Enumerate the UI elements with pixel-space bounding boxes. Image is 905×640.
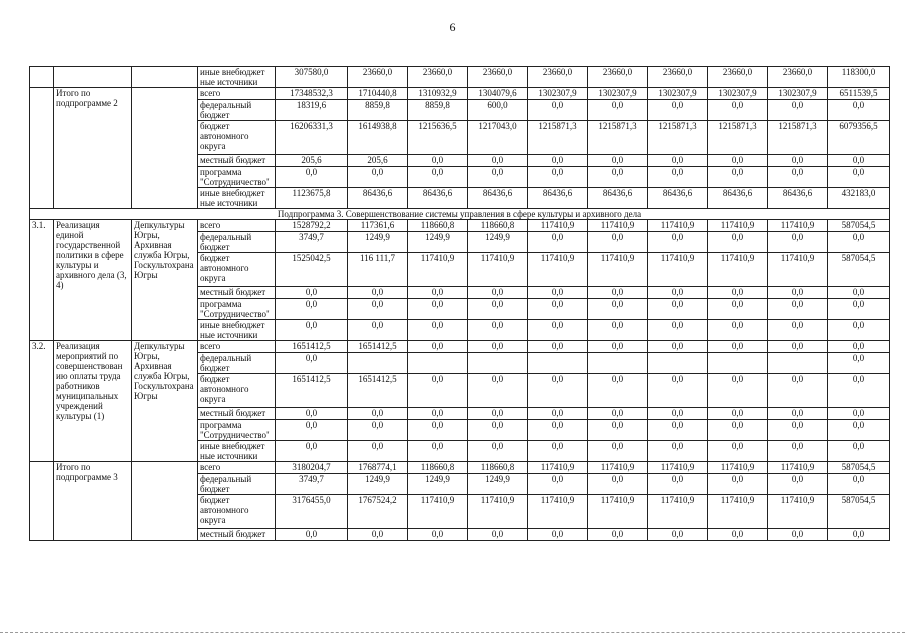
measure-name-cell: Реализация единой государственной политики в сфере культуры и архивного дела (3, 4) xyxy=(54,220,132,341)
amount-cell: 0,0 xyxy=(708,420,768,441)
amount-cell: 1302307,9 xyxy=(528,88,588,100)
amount-cell: 0,0 xyxy=(648,529,708,541)
funding-source-cell: иные внебюджет ные источники xyxy=(198,188,276,209)
amount-cell: 8859,8 xyxy=(348,100,408,121)
amount-cell: 0,0 xyxy=(528,374,588,408)
amount-cell: 0,0 xyxy=(828,341,890,353)
amount-cell: 0,0 xyxy=(276,287,348,299)
amount-cell: 0,0 xyxy=(708,529,768,541)
amount-cell: 0,0 xyxy=(588,299,648,320)
amount-cell: 117410,9 xyxy=(408,253,468,287)
amount-cell: 0,0 xyxy=(768,155,828,167)
funding-source-cell: федеральный бюджет xyxy=(198,474,276,495)
amount-cell: 0,0 xyxy=(648,299,708,320)
amount-cell: 118660,8 xyxy=(468,462,528,474)
amount-cell: 1651412,5 xyxy=(276,374,348,408)
amount-cell: 23660,0 xyxy=(468,67,528,88)
funding-source-cell: федеральный бюджет xyxy=(198,100,276,121)
table-row xyxy=(30,88,890,100)
amount-cell: 0,0 xyxy=(276,441,348,462)
amount-cell: 3176455,0 xyxy=(276,495,348,529)
amount-cell: 0,0 xyxy=(768,374,828,408)
amount-cell: 0,0 xyxy=(648,408,708,420)
funding-source-cell: бюджет автономного округа xyxy=(198,121,276,155)
amount-cell: 6079356,5 xyxy=(828,121,890,155)
amount-cell: 0,0 xyxy=(588,529,648,541)
amount-cell: 1651412,5 xyxy=(276,341,348,353)
amount-cell: 1310932,9 xyxy=(408,88,468,100)
funding-source-cell: федеральный бюджет xyxy=(198,232,276,253)
funding-source-cell: иные внебюджет ные источники xyxy=(198,320,276,341)
amount-cell: 0,0 xyxy=(528,155,588,167)
amount-cell: 0,0 xyxy=(768,320,828,341)
amount-cell: 1215871,3 xyxy=(648,121,708,155)
amount-cell: 0,0 xyxy=(828,529,890,541)
amount-cell: 0,0 xyxy=(648,474,708,495)
amount-cell: 1249,9 xyxy=(468,474,528,495)
amount-cell: 0,0 xyxy=(348,420,408,441)
amount-cell: 0,0 xyxy=(468,529,528,541)
amount-cell: 0,0 xyxy=(588,341,648,353)
amount-cell: 23660,0 xyxy=(768,67,828,88)
amount-cell: 117410,9 xyxy=(648,220,708,232)
amount-cell: 0,0 xyxy=(828,155,890,167)
amount-cell: 117410,9 xyxy=(768,495,828,529)
scan-edge-line xyxy=(0,632,905,633)
amount-cell: 0,0 xyxy=(528,299,588,320)
amount-cell: 0,0 xyxy=(588,408,648,420)
amount-cell: 1249,9 xyxy=(408,474,468,495)
amount-cell: 1217043,0 xyxy=(468,121,528,155)
amount-cell: 1302307,9 xyxy=(708,88,768,100)
amount-cell xyxy=(648,353,708,374)
table-row xyxy=(30,220,890,232)
amount-cell: 205,6 xyxy=(276,155,348,167)
executor-cell: Депкультуры Югры, Архивная служба Югры, Госкультохрана Югры xyxy=(132,341,198,462)
amount-cell: 1614938,8 xyxy=(348,121,408,155)
amount-cell: 1215871,3 xyxy=(708,121,768,155)
amount-cell: 0,0 xyxy=(768,287,828,299)
amount-cell: 0,0 xyxy=(828,420,890,441)
amount-cell: 117410,9 xyxy=(528,253,588,287)
amount-cell: 600,0 xyxy=(468,100,528,121)
amount-cell xyxy=(468,353,528,374)
amount-cell: 6511539,5 xyxy=(828,88,890,100)
amount-cell: 0,0 xyxy=(468,441,528,462)
amount-cell: 1651412,5 xyxy=(348,374,408,408)
amount-cell: 0,0 xyxy=(828,408,890,420)
amount-cell: 0,0 xyxy=(408,441,468,462)
amount-cell: 86436,6 xyxy=(528,188,588,209)
amount-cell: 17348532,3 xyxy=(276,88,348,100)
amount-cell: 0,0 xyxy=(648,155,708,167)
amount-cell: 0,0 xyxy=(588,474,648,495)
amount-cell: 0,0 xyxy=(768,299,828,320)
amount-cell: 0,0 xyxy=(708,341,768,353)
amount-cell: 1651412,5 xyxy=(348,341,408,353)
amount-cell: 0,0 xyxy=(708,374,768,408)
amount-cell: 3749,7 xyxy=(276,474,348,495)
amount-cell: 0,0 xyxy=(348,167,408,188)
amount-cell: 118660,8 xyxy=(408,220,468,232)
amount-cell: 117361,6 xyxy=(348,220,408,232)
amount-cell: 0,0 xyxy=(768,167,828,188)
amount-cell: 0,0 xyxy=(408,320,468,341)
amount-cell: 117410,9 xyxy=(708,253,768,287)
amount-cell: 0,0 xyxy=(276,299,348,320)
amount-cell: 117410,9 xyxy=(648,495,708,529)
amount-cell: 117410,9 xyxy=(528,462,588,474)
amount-cell: 0,0 xyxy=(348,287,408,299)
amount-cell: 117410,9 xyxy=(648,253,708,287)
amount-cell: 0,0 xyxy=(708,408,768,420)
amount-cell: 23660,0 xyxy=(348,67,408,88)
amount-cell: 0,0 xyxy=(768,420,828,441)
amount-cell: 0,0 xyxy=(528,529,588,541)
amount-cell: 0,0 xyxy=(648,441,708,462)
amount-cell: 0,0 xyxy=(276,167,348,188)
amount-cell: 0,0 xyxy=(828,474,890,495)
amount-cell: 117410,9 xyxy=(528,495,588,529)
amount-cell: 0,0 xyxy=(408,155,468,167)
amount-cell: 0,0 xyxy=(468,155,528,167)
amount-cell: 117410,9 xyxy=(708,462,768,474)
funding-source-cell: бюджет автономного округа xyxy=(198,495,276,529)
amount-cell: 116 111,7 xyxy=(348,253,408,287)
amount-cell: 86436,6 xyxy=(468,188,528,209)
amount-cell xyxy=(408,353,468,374)
funding-source-cell: федеральный бюджет xyxy=(198,353,276,374)
amount-cell: 0,0 xyxy=(648,320,708,341)
amount-cell: 1249,9 xyxy=(348,474,408,495)
amount-cell: 0,0 xyxy=(708,287,768,299)
amount-cell: 1528792,2 xyxy=(276,220,348,232)
amount-cell: 0,0 xyxy=(588,100,648,121)
amount-cell: 117410,9 xyxy=(648,462,708,474)
table-row xyxy=(30,67,890,88)
amount-cell: 0,0 xyxy=(588,320,648,341)
executor-cell xyxy=(132,462,198,541)
amount-cell xyxy=(588,353,648,374)
amount-cell: 0,0 xyxy=(528,167,588,188)
amount-cell: 0,0 xyxy=(768,341,828,353)
amount-cell: 117410,9 xyxy=(468,253,528,287)
amount-cell: 1249,9 xyxy=(468,232,528,253)
amount-cell: 0,0 xyxy=(708,155,768,167)
amount-cell: 117410,9 xyxy=(588,220,648,232)
amount-cell: 0,0 xyxy=(528,232,588,253)
amount-cell: 0,0 xyxy=(708,474,768,495)
amount-cell: 0,0 xyxy=(828,320,890,341)
amount-cell: 0,0 xyxy=(648,341,708,353)
amount-cell: 86436,6 xyxy=(408,188,468,209)
amount-cell: 0,0 xyxy=(468,299,528,320)
amount-cell: 0,0 xyxy=(768,100,828,121)
amount-cell: 0,0 xyxy=(276,353,348,374)
funding-source-cell: местный бюджет xyxy=(198,155,276,167)
amount-cell: 0,0 xyxy=(528,420,588,441)
amount-cell: 0,0 xyxy=(276,529,348,541)
amount-cell: 1767524,2 xyxy=(348,495,408,529)
amount-cell: 117410,9 xyxy=(408,495,468,529)
measure-name-cell xyxy=(54,67,132,88)
funding-source-cell: иные внебюджет ные источники xyxy=(198,441,276,462)
amount-cell: 0,0 xyxy=(648,287,708,299)
amount-cell: 23660,0 xyxy=(528,67,588,88)
executor-cell xyxy=(132,88,198,209)
amount-cell: 0,0 xyxy=(708,320,768,341)
amount-cell: 0,0 xyxy=(408,341,468,353)
amount-cell: 0,0 xyxy=(828,374,890,408)
amount-cell: 1215871,3 xyxy=(588,121,648,155)
amount-cell: 0,0 xyxy=(348,299,408,320)
amount-cell: 0,0 xyxy=(408,299,468,320)
amount-cell: 86436,6 xyxy=(708,188,768,209)
amount-cell: 0,0 xyxy=(828,167,890,188)
amount-cell: 0,0 xyxy=(348,408,408,420)
amount-cell: 0,0 xyxy=(768,529,828,541)
subprogram3-heading: Подпрограмма 3. Совершенствование системы управления в сфере культуры и архивного дела xyxy=(30,209,890,220)
measure-name-cell: Реализация мероприятий по совершенствован ию оплаты труда работников муниципальных учреждений культуры (1) xyxy=(54,341,132,462)
amount-cell: 117410,9 xyxy=(768,220,828,232)
amount-cell: 86436,6 xyxy=(768,188,828,209)
amount-cell: 1768774,1 xyxy=(348,462,408,474)
funding-source-cell: местный бюджет xyxy=(198,408,276,420)
amount-cell: 0,0 xyxy=(276,420,348,441)
amount-cell: 1302307,9 xyxy=(648,88,708,100)
amount-cell: 86436,6 xyxy=(588,188,648,209)
amount-cell: 1215871,3 xyxy=(528,121,588,155)
amount-cell: 117410,9 xyxy=(528,220,588,232)
amount-cell: 0,0 xyxy=(408,420,468,441)
funding-source-cell: всего xyxy=(198,341,276,353)
amount-cell: 1215636,5 xyxy=(408,121,468,155)
amount-cell: 8859,8 xyxy=(408,100,468,121)
amount-cell: 117410,9 xyxy=(588,462,648,474)
amount-cell: 205,6 xyxy=(348,155,408,167)
amount-cell xyxy=(708,353,768,374)
amount-cell: 0,0 xyxy=(528,287,588,299)
amount-cell: 0,0 xyxy=(408,374,468,408)
amount-cell: 1302307,9 xyxy=(588,88,648,100)
measure-name-cell: Итого по подпрограмме 3 xyxy=(54,462,132,541)
amount-cell: 0,0 xyxy=(408,167,468,188)
amount-cell: 0,0 xyxy=(828,299,890,320)
row-number-cell xyxy=(30,462,54,541)
amount-cell: 0,0 xyxy=(648,420,708,441)
amount-cell: 0,0 xyxy=(468,341,528,353)
funding-source-cell: всего xyxy=(198,88,276,100)
amount-cell: 117410,9 xyxy=(708,220,768,232)
amount-cell: 0,0 xyxy=(528,341,588,353)
amount-cell: 0,0 xyxy=(588,287,648,299)
amount-cell: 0,0 xyxy=(648,232,708,253)
amount-cell: 0,0 xyxy=(468,320,528,341)
amount-cell: 587054,5 xyxy=(828,462,890,474)
amount-cell: 0,0 xyxy=(708,167,768,188)
amount-cell: 0,0 xyxy=(648,100,708,121)
amount-cell: 117410,9 xyxy=(588,253,648,287)
funding-source-cell: местный бюджет xyxy=(198,529,276,541)
amount-cell: 0,0 xyxy=(648,374,708,408)
row-number-cell xyxy=(30,88,54,209)
amount-cell: 0,0 xyxy=(528,320,588,341)
amount-cell xyxy=(528,353,588,374)
amount-cell: 1710440,8 xyxy=(348,88,408,100)
amount-cell: 0,0 xyxy=(468,420,528,441)
amount-cell: 118660,8 xyxy=(468,220,528,232)
amount-cell: 432183,0 xyxy=(828,188,890,209)
amount-cell: 23660,0 xyxy=(708,67,768,88)
amount-cell: 0,0 xyxy=(588,374,648,408)
amount-cell: 1525042,5 xyxy=(276,253,348,287)
funding-source-cell: программа "Сотрудничество" xyxy=(198,299,276,320)
measure-name-cell: Итого по подпрограмме 2 xyxy=(54,88,132,209)
amount-cell: 0,0 xyxy=(768,408,828,420)
amount-cell: 1302307,9 xyxy=(768,88,828,100)
funding-source-cell: бюджет автономного округа xyxy=(198,374,276,408)
amount-cell: 0,0 xyxy=(588,167,648,188)
amount-cell: 0,0 xyxy=(528,408,588,420)
amount-cell: 3749,7 xyxy=(276,232,348,253)
amount-cell: 0,0 xyxy=(588,155,648,167)
funding-source-cell: всего xyxy=(198,220,276,232)
amount-cell: 0,0 xyxy=(648,167,708,188)
amount-cell: 117410,9 xyxy=(768,253,828,287)
executor-cell: Депкультуры Югры, Архивная служба Югры, Госкультохрана Югры xyxy=(132,220,198,341)
amount-cell: 587054,5 xyxy=(828,253,890,287)
table-row xyxy=(30,341,890,353)
amount-cell: 117410,9 xyxy=(588,495,648,529)
amount-cell: 0,0 xyxy=(468,408,528,420)
amount-cell: 0,0 xyxy=(468,167,528,188)
funding-source-cell: местный бюджет xyxy=(198,287,276,299)
page-number: 6 xyxy=(449,20,456,34)
amount-cell: 0,0 xyxy=(828,100,890,121)
amount-cell: 0,0 xyxy=(588,232,648,253)
amount-cell: 86436,6 xyxy=(648,188,708,209)
subprogram-heading-row xyxy=(30,209,890,220)
amount-cell: 0,0 xyxy=(348,529,408,541)
amount-cell: 0,0 xyxy=(828,287,890,299)
amount-cell xyxy=(348,353,408,374)
funding-source-cell: всего xyxy=(198,462,276,474)
amount-cell: 1123675,8 xyxy=(276,188,348,209)
budget-table xyxy=(29,66,890,541)
amount-cell: 587054,5 xyxy=(828,495,890,529)
amount-cell: 0,0 xyxy=(828,353,890,374)
amount-cell: 1249,9 xyxy=(348,232,408,253)
amount-cell: 0,0 xyxy=(276,408,348,420)
amount-cell: 0,0 xyxy=(528,474,588,495)
amount-cell: 0,0 xyxy=(708,100,768,121)
amount-cell: 0,0 xyxy=(468,287,528,299)
amount-cell: 117410,9 xyxy=(468,495,528,529)
table-row xyxy=(30,462,890,474)
amount-cell: 3180204,7 xyxy=(276,462,348,474)
amount-cell: 0,0 xyxy=(588,441,648,462)
amount-cell: 23660,0 xyxy=(588,67,648,88)
amount-cell: 117410,9 xyxy=(708,495,768,529)
amount-cell: 0,0 xyxy=(828,441,890,462)
amount-cell: 118660,8 xyxy=(408,462,468,474)
amount-cell: 16206331,3 xyxy=(276,121,348,155)
amount-cell: 117410,9 xyxy=(768,462,828,474)
amount-cell: 23660,0 xyxy=(648,67,708,88)
row-number-cell xyxy=(30,67,54,88)
amount-cell: 1249,9 xyxy=(408,232,468,253)
row-number-cell: 3.2. xyxy=(30,341,54,462)
funding-source-cell: иные внебюджет ные источники xyxy=(198,67,276,88)
row-number-cell: 3.1. xyxy=(30,220,54,341)
amount-cell: 23660,0 xyxy=(408,67,468,88)
funding-source-cell: бюджет автономного округа xyxy=(198,253,276,287)
amount-cell: 0,0 xyxy=(708,232,768,253)
funding-source-cell: программа "Сотрудничество" xyxy=(198,420,276,441)
amount-cell: 0,0 xyxy=(708,299,768,320)
amount-cell: 0,0 xyxy=(408,408,468,420)
amount-cell: 0,0 xyxy=(528,100,588,121)
amount-cell: 0,0 xyxy=(276,320,348,341)
amount-cell: 0,0 xyxy=(468,374,528,408)
amount-cell: 118300,0 xyxy=(828,67,890,88)
amount-cell: 0,0 xyxy=(768,474,828,495)
executor-cell xyxy=(132,67,198,88)
amount-cell: 0,0 xyxy=(588,420,648,441)
amount-cell: 0,0 xyxy=(768,232,828,253)
amount-cell: 0,0 xyxy=(408,287,468,299)
amount-cell: 0,0 xyxy=(768,441,828,462)
amount-cell: 0,0 xyxy=(708,441,768,462)
amount-cell: 307580,0 xyxy=(276,67,348,88)
amount-cell: 1304079,6 xyxy=(468,88,528,100)
amount-cell: 0,0 xyxy=(348,320,408,341)
amount-cell: 86436,6 xyxy=(348,188,408,209)
funding-source-cell: программа "Сотрудничество" xyxy=(198,167,276,188)
amount-cell: 0,0 xyxy=(828,232,890,253)
amount-cell: 0,0 xyxy=(528,441,588,462)
amount-cell: 587054,5 xyxy=(828,220,890,232)
amount-cell: 0,0 xyxy=(348,441,408,462)
amount-cell xyxy=(768,353,828,374)
amount-cell: 18319,6 xyxy=(276,100,348,121)
amount-cell: 0,0 xyxy=(408,529,468,541)
amount-cell: 1215871,3 xyxy=(768,121,828,155)
